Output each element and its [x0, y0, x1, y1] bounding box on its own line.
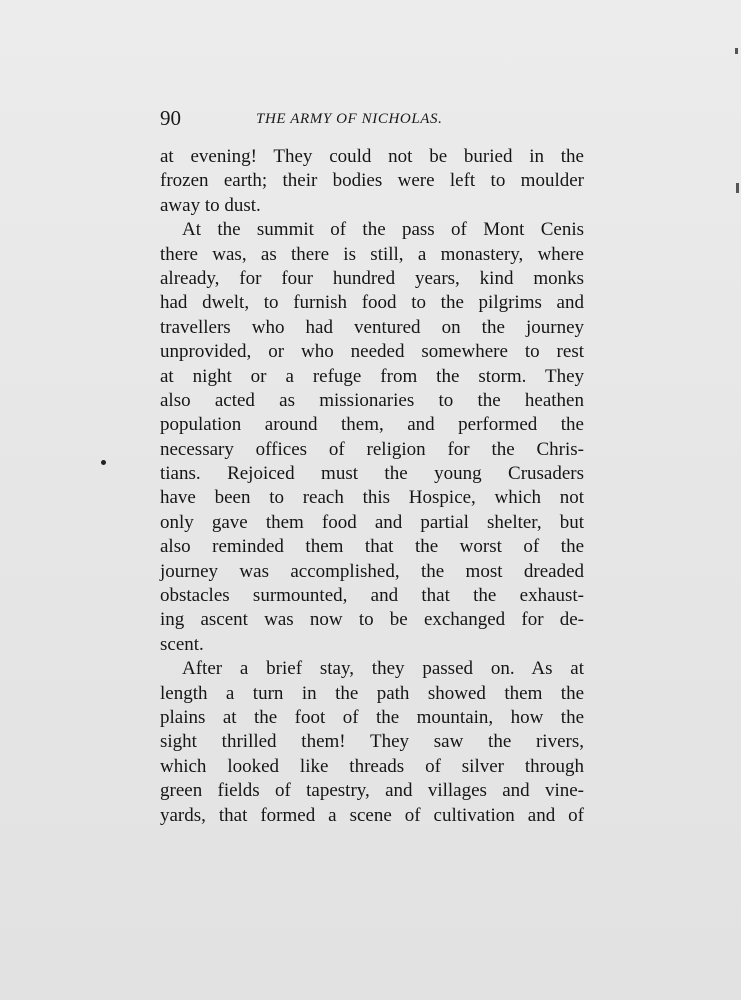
text-line: plains at the foot of the mountain, how the [160, 706, 584, 728]
text-line: population around them, and performed the [160, 414, 584, 436]
body-text [160, 145, 584, 828]
text-line: At the summit of the pass of Mont Cenis [182, 219, 584, 241]
scan-speck [101, 460, 106, 465]
text-line: yards, that formed a scene of cultivation and of [160, 804, 584, 826]
scan-edge-mark [735, 48, 738, 54]
text-line: necessary offices of religion for the Chris- [160, 438, 584, 460]
text-line: After a brief stay, they passed on. As at [182, 658, 584, 680]
text-line: which looked like threads of silver through [160, 755, 584, 777]
running-head: THE ARMY OF NICHOLAS. [256, 111, 443, 127]
text-line: at evening! They could not be buried in the [160, 146, 584, 167]
text-line: away to dust. [160, 194, 261, 216]
text-line: already, for four hundred years, kind monks [160, 267, 584, 289]
text-line: tians. Rejoiced must the young Crusaders [160, 463, 584, 485]
text-line: scent. [160, 633, 204, 655]
text-line: at night or a refuge from the storm. They [160, 365, 584, 387]
text-line: had dwelt, to furnish food to the pilgrims and [160, 292, 584, 314]
page-number: 90 [160, 106, 181, 130]
text-line: travellers who had ventured on the journey [160, 316, 584, 338]
text-line: also reminded them that the worst of the [160, 536, 584, 558]
text-line: sight thrilled them! They saw the rivers, [160, 731, 584, 753]
text-line: journey was accomplished, the most dreaded [160, 560, 584, 582]
text-line: green fields of tapestry, and villages and vine- [160, 780, 584, 802]
text-line: unprovided, or who needed somewhere to rest [160, 341, 584, 363]
page-header [160, 106, 584, 130]
text-line: length a turn in the path showed them the [160, 682, 584, 704]
text-line: frozen earth; their bodies were left to moulder [160, 170, 584, 192]
scan-edge-mark [736, 183, 739, 193]
text-line: ing ascent was now to be exchanged for de- [160, 609, 584, 631]
text-line: have been to reach this Hospice, which not [160, 487, 584, 509]
text-line: there was, as there is still, a monastery, where [160, 243, 584, 265]
text-line: only gave them food and partial shelter, but [160, 511, 584, 533]
text-line: also acted as missionaries to the heathen [160, 389, 584, 411]
text-line: obstacles surmounted, and that the exhaust- [160, 585, 584, 607]
